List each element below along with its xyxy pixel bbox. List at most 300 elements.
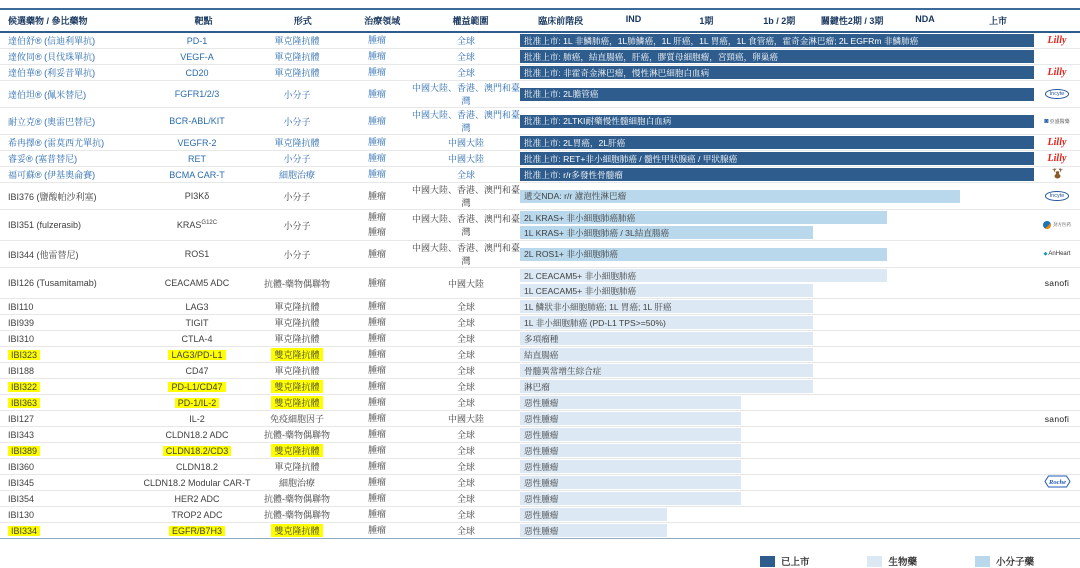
stage-progress-bar <box>520 492 741 505</box>
drug-name-cell <box>0 395 142 410</box>
therapy-area-label: 腫瘤 <box>367 445 386 455</box>
therapy-area-label: 腫瘤 <box>367 429 386 439</box>
stage-gantt-cell <box>520 299 1034 314</box>
stage-progress-bar <box>520 316 813 329</box>
sanofi-logo: sanofi <box>1044 278 1070 288</box>
modality-cell <box>252 210 342 240</box>
rights-scope-cell <box>412 443 520 458</box>
stage-gantt-cell <box>520 183 1034 209</box>
indication-label: 2L ROS1+ 非小細胞肺癌 <box>524 249 618 259</box>
target-cell <box>142 427 252 442</box>
modality-cell <box>252 395 342 410</box>
target-label: TROP2 ADC <box>171 509 223 520</box>
therapy-area-label: 腫瘤 <box>367 137 386 147</box>
modality-cell <box>252 427 342 442</box>
indication-label: 遞交NDA: r/r 濾泡性淋巴瘤 <box>524 191 627 201</box>
modality-label: 小分子 <box>283 116 311 127</box>
therapy-area-label: 腫瘤 <box>367 317 386 327</box>
table-header <box>0 8 1080 33</box>
drug-name-cell <box>0 491 142 506</box>
pipeline-row <box>0 331 1080 347</box>
target-label: LAG3 <box>185 301 209 312</box>
gantt-line <box>520 379 1034 394</box>
indication-label: 結直腸癌 <box>524 349 559 360</box>
indication-label: 1L 非小細胞肺癌 (PD-L1 TPS>=50%) <box>524 317 666 328</box>
header-therapy-area: 治療領域 <box>364 16 401 26</box>
modality-cell <box>252 268 342 298</box>
rights-scope-label: 全球 <box>456 382 475 392</box>
stage-nda: NDA <box>915 14 935 24</box>
stage-progress-bar <box>520 152 1034 165</box>
modality-cell <box>252 135 342 150</box>
drug-name: 睿妥® (塞普替尼) <box>8 154 78 164</box>
partner-logo-cell <box>1034 427 1080 442</box>
legend-swatch-small-molecule <box>975 556 990 567</box>
stage-progress-bar <box>520 444 741 457</box>
drug-name-cell <box>0 241 142 267</box>
gantt-line <box>520 507 1034 522</box>
pipeline-row <box>0 523 1080 538</box>
stage-gantt-cell <box>520 443 1034 458</box>
modality-cell <box>252 491 342 506</box>
therapy-area-label: 腫瘤 <box>367 115 386 126</box>
modality-label: 單克隆抗體 <box>274 52 320 62</box>
stage-gantt-cell <box>520 108 1034 134</box>
gantt-line <box>520 33 1034 48</box>
modality-label: 雙克隆抗體 <box>271 444 322 457</box>
stage-gantt-cell <box>520 523 1034 538</box>
modality-cell <box>252 443 342 458</box>
stage-gantt-cell <box>520 210 1034 240</box>
target-cell <box>142 379 252 394</box>
partner-logo-cell <box>1034 183 1080 209</box>
rights-scope-label: 中國大陸、香港、澳門和臺灣 <box>412 214 521 237</box>
anheart-logo <box>1044 251 1071 257</box>
drug-name-cell <box>0 379 142 394</box>
stage-progress-bar <box>520 226 813 239</box>
stage-gantt-cell <box>520 49 1034 64</box>
rights-scope-label: 全球 <box>456 398 475 408</box>
indication-label: 批准上市: 非霍奇金淋巴瘤，慢性淋巴細胞白血病 <box>524 67 710 78</box>
rights-scope-cell <box>412 411 520 426</box>
target-cell <box>142 507 252 522</box>
indication-label: 1L CEACAM5+ 非小細胞肺癌 <box>524 285 637 296</box>
pipeline-row <box>0 315 1080 331</box>
modality-label: 小分子 <box>283 154 311 164</box>
modality-label: 抗體-藥物偶聯物 <box>264 494 330 504</box>
partner-logo-cell <box>1034 151 1080 166</box>
therapy-area-cell <box>342 167 412 182</box>
stage-progress-bar <box>520 396 741 409</box>
target-label: VEGFR-2 <box>177 137 217 148</box>
partner-logo-cell <box>1034 268 1080 298</box>
rights-scope-cell <box>412 347 520 362</box>
legend-item-marketed <box>760 554 810 568</box>
indication-label: 惡性腫瘤 <box>524 445 559 456</box>
anheart-diamond-icon: ◆ <box>1043 251 1048 257</box>
rights-scope-label: 中國大陸、香港、澳門和臺灣 <box>412 243 521 266</box>
target-cell <box>142 65 252 80</box>
rights-scope-label: 中國大陸 <box>447 154 484 164</box>
target-cell <box>142 475 252 490</box>
target-cell <box>142 315 252 330</box>
partner-logo-cell <box>1034 363 1080 378</box>
partner-logo-cell <box>1034 49 1080 64</box>
therapy-area-label: 腫瘤 <box>367 397 386 407</box>
therapy-area-cell <box>342 65 412 80</box>
therapy-area-cell <box>342 151 412 166</box>
rights-scope-label: 全球 <box>456 52 475 62</box>
target-label: FGFR1/2/3 <box>174 89 220 99</box>
partner-logo-cell <box>1034 33 1080 48</box>
drug-name-cell <box>0 459 142 474</box>
stage-progress-bar <box>520 428 741 441</box>
rights-scope-cell <box>412 183 520 209</box>
therapy-area-cell <box>342 183 412 209</box>
rights-scope-label: 中國大陸 <box>447 414 484 424</box>
gantt-line <box>520 363 1034 378</box>
therapy-area-label: 腫瘤 <box>367 413 386 423</box>
modality-label: 雙克隆抗體 <box>271 396 322 409</box>
partner-logo-cell <box>1034 299 1080 314</box>
therapy-area-cell <box>342 395 412 410</box>
pipeline-row <box>0 459 1080 475</box>
stage-gantt-cell <box>520 151 1034 166</box>
target-cell <box>142 411 252 426</box>
stage-gantt-cell <box>520 331 1034 346</box>
modality-cell <box>252 411 342 426</box>
pipeline-row <box>0 363 1080 379</box>
legend-label-small-molecule: 小分子藥 <box>995 557 1034 568</box>
gantt-line <box>520 299 1034 314</box>
rights-scope-label: 全球 <box>456 68 475 78</box>
pipeline-row <box>0 135 1080 151</box>
indication-label: 惡性腫瘤 <box>524 525 559 536</box>
modality-label: 單克隆抗體 <box>274 462 320 472</box>
rights-scope-cell <box>412 331 520 346</box>
partner-logo-cell <box>1034 65 1080 80</box>
lilly-logo: Lilly <box>1047 153 1067 164</box>
drug-name: IBI127 <box>8 413 35 424</box>
drug-name: 達伯坦® (佩米替尼) <box>8 89 87 100</box>
header-candidate-drug: 候選藥物 / 參比藥物 <box>8 16 88 26</box>
lilly-logo: Lilly <box>1047 67 1067 78</box>
therapy-area-cell <box>342 81 412 107</box>
drug-name: 希冉擇® (雷莫西尤單抗) <box>8 138 105 148</box>
drug-name-cell <box>0 475 142 490</box>
gantt-line <box>520 151 1034 166</box>
stage-gantt-cell <box>520 395 1034 410</box>
ascentage-logo <box>1044 118 1069 125</box>
rights-scope-label: 全球 <box>456 494 475 504</box>
therapy-area-label: 腫瘤 <box>367 461 386 471</box>
rights-scope-cell <box>412 427 520 442</box>
stage-progress-bar <box>520 332 813 345</box>
drug-name: IBI344 (他雷替尼) <box>8 249 79 260</box>
stage-progress-bar <box>520 190 960 203</box>
target-cell <box>142 523 252 538</box>
stage-progress-bar <box>520 136 1034 149</box>
rights-scope-label: 全球 <box>456 350 475 360</box>
pipeline-rows <box>0 33 1080 539</box>
target-label: CD20 <box>185 67 209 78</box>
rights-scope-label: 全球 <box>456 366 475 376</box>
indication-label: 批准上市: 肺癌，結直腸癌，肝癌，膠質母細胞瘤，宮頸癌，卵巢癌 <box>524 51 778 62</box>
therapy-area-cell <box>342 315 412 330</box>
indication-label: 惡性腫瘤 <box>524 493 559 504</box>
rights-scope-label: 全球 <box>456 334 475 344</box>
stage-progress-bar <box>520 364 813 377</box>
rights-scope-label: 全球 <box>456 36 475 46</box>
target-cell <box>142 183 252 209</box>
indication-label: 2L CEACAM5+ 非小細胞肺癌 <box>524 270 637 281</box>
rights-scope-label: 中國大陸、香港、澳門和臺灣 <box>412 83 521 106</box>
stage-ind: IND <box>625 14 642 24</box>
target-cell <box>142 210 252 240</box>
drug-name: IBI363 <box>8 398 40 408</box>
partner-logo-cell <box>1034 475 1080 490</box>
gantt-line <box>520 65 1034 80</box>
drug-name-cell <box>0 299 142 314</box>
target-label: CLDN18.2 ADC <box>165 429 229 440</box>
gantt-line <box>520 411 1034 426</box>
indication-label: 淋巴瘤 <box>524 381 550 392</box>
gantt-line <box>520 459 1034 474</box>
modality-cell <box>252 183 342 209</box>
modality-label: 小分子 <box>283 89 311 100</box>
target-label: ROS1 <box>184 249 210 259</box>
rights-scope-cell <box>412 395 520 410</box>
target-label: LAG3/PD-L1 <box>168 350 225 360</box>
gantt-line <box>520 87 1034 102</box>
target-label: VEGF-A <box>180 51 214 62</box>
iaso-deer-logo <box>1051 167 1064 182</box>
rights-scope-cell <box>412 363 520 378</box>
therapy-area-label: 腫瘤 <box>367 365 386 375</box>
target-label: CTLA-4 <box>181 333 213 344</box>
rights-scope-cell <box>412 210 520 240</box>
partner-logo-cell <box>1034 379 1080 394</box>
drug-name: IBI351 (fulzerasib) <box>8 220 82 230</box>
drug-name-cell <box>0 347 142 362</box>
partner-logo-cell <box>1034 135 1080 150</box>
drug-name-cell <box>0 108 142 134</box>
therapy-area-label: 腫瘤 <box>367 35 386 45</box>
therapy-area-cell <box>342 507 412 522</box>
stage-progress-bar <box>520 211 887 224</box>
partner-logo-cell <box>1034 347 1080 362</box>
ascentage-icon: ◙ <box>1044 117 1049 125</box>
therapy-area-label: 腫瘤 <box>367 248 386 259</box>
partner-logo-cell <box>1034 459 1080 474</box>
drug-name-cell <box>0 183 142 209</box>
modality-cell <box>252 299 342 314</box>
indication-label: 惡性腫瘤 <box>524 509 559 520</box>
rights-scope-label: 全球 <box>456 318 475 328</box>
stage-progress-bar <box>520 348 813 361</box>
modality-cell <box>252 108 342 134</box>
therapy-area-label: 腫瘤 <box>367 227 386 237</box>
rights-scope-cell <box>412 475 520 490</box>
rights-scope-cell <box>412 315 520 330</box>
therapy-area-cell <box>342 135 412 150</box>
drug-name-cell <box>0 411 142 426</box>
modality-cell <box>252 167 342 182</box>
drug-name-cell <box>0 363 142 378</box>
stage-gantt-cell <box>520 347 1034 362</box>
pipeline-row <box>0 491 1080 507</box>
stage-gantt-cell <box>520 363 1034 378</box>
partner-logo-cell <box>1034 411 1080 426</box>
indication-label: 批准上市: 2L膽管癌 <box>524 89 599 99</box>
pipeline-row <box>0 411 1080 427</box>
lilly-logo: Lilly <box>1047 35 1067 46</box>
modality-cell <box>252 363 342 378</box>
modality-label: 免疫細胞因子 <box>269 414 324 424</box>
therapy-area-label: 腫瘤 <box>367 381 386 391</box>
target-cell <box>142 363 252 378</box>
stage-progress-bar <box>520 284 813 297</box>
indication-label: 批准上市: 2L胃癌，2L肝癌 <box>524 137 626 148</box>
pipeline-row <box>0 65 1080 81</box>
stage-gantt-cell <box>520 167 1034 182</box>
drug-name: 耐立克® (奧雷巴替尼) <box>8 116 96 127</box>
partner-logo-cell <box>1034 108 1080 134</box>
target-label: EGFR/B7H3 <box>169 526 225 536</box>
header-rights-scope: 權益範圍 <box>452 16 489 26</box>
indication-label: 惡性腫瘤 <box>524 397 559 408</box>
legend <box>0 554 1080 568</box>
target-cell <box>142 241 252 267</box>
lilly-logo: Lilly <box>1047 137 1067 148</box>
rights-scope-label: 全球 <box>456 478 475 488</box>
modality-label: 單克隆抗體 <box>274 36 320 46</box>
drug-name-cell <box>0 315 142 330</box>
therapy-area-label: 腫瘤 <box>367 477 386 487</box>
stage-gantt-cell <box>520 33 1034 48</box>
therapy-area-cell <box>342 379 412 394</box>
drug-name: IBI360 <box>8 461 35 472</box>
drug-name: IBI322 <box>8 382 40 392</box>
drug-name: IBI310 <box>8 333 35 344</box>
target-label: RET <box>188 153 206 164</box>
partner-logo-cell <box>1034 81 1080 107</box>
stage-progress-bar <box>520 88 1034 101</box>
target-cell <box>142 167 252 182</box>
stage-progress-bar <box>520 476 741 489</box>
therapy-area-cell <box>342 108 412 134</box>
target-label: BCR-ABL/KIT <box>169 116 225 126</box>
indication-label: 批准上市: 1L 非鱗肺癌，1L肺鱗癌，1L 肝癌，1L 胃癌，1L 食管癌，霍奇金淋巴瘤; 2L EGFRm 非鱗肺癌 <box>524 35 919 46</box>
modality-cell <box>252 379 342 394</box>
drug-name: IBI354 <box>8 493 35 504</box>
target-label: IL-2 <box>189 413 205 424</box>
pipeline-row <box>0 167 1080 183</box>
indication-label: 惡性腫瘤 <box>524 413 559 424</box>
modality-label: 小分子 <box>283 249 311 260</box>
modality-label: 雙克隆抗體 <box>271 380 322 393</box>
target-cell <box>142 33 252 48</box>
drug-name: 達伯華® (利妥昔單抗) <box>8 68 96 78</box>
drug-name-cell <box>0 210 142 240</box>
therapy-area-label: 腫瘤 <box>367 51 386 61</box>
therapy-area-label: 腫瘤 <box>367 333 386 343</box>
modality-cell <box>252 65 342 80</box>
pipeline-row <box>0 108 1080 135</box>
target-cell <box>142 443 252 458</box>
therapy-area-label: 腫瘤 <box>367 301 386 311</box>
target-label: BCMA CAR-T <box>169 169 225 180</box>
gantt-line <box>520 523 1034 538</box>
target-label: CLDN18.2/CD3 <box>163 446 232 456</box>
therapy-area-label: 腫瘤 <box>367 169 386 179</box>
rights-scope-cell <box>412 268 520 298</box>
pipeline-row <box>0 151 1080 167</box>
gantt-line <box>520 268 1034 283</box>
legend-label-biologic: 生物藥 <box>888 557 917 568</box>
therapy-area-cell <box>342 241 412 267</box>
pipeline-row <box>0 443 1080 459</box>
rights-scope-label: 全球 <box>456 170 475 180</box>
gantt-line <box>520 331 1034 346</box>
partner-logo-cell <box>1034 241 1080 267</box>
drug-name: IBI345 <box>8 477 35 488</box>
drug-name: IBI389 <box>8 446 40 456</box>
genfleet-logo <box>1043 221 1071 229</box>
sanofi-logo: sanofi <box>1044 413 1070 424</box>
rights-scope-label: 全球 <box>456 510 475 520</box>
therapy-area-cell <box>342 49 412 64</box>
stage-gantt-cell <box>520 315 1034 330</box>
indication-label: 惡性腫瘤 <box>524 461 559 472</box>
therapy-area-cell <box>342 523 412 538</box>
header-target: 靶點 <box>194 16 213 26</box>
stage-progress-bar <box>520 248 887 261</box>
drug-name: IBI126 (Tusamitamab) <box>8 278 97 288</box>
modality-cell <box>252 315 342 330</box>
target-label: CLDN18.2 <box>175 461 219 472</box>
drug-name-cell <box>0 331 142 346</box>
partner-logo-cell <box>1034 331 1080 346</box>
gantt-line <box>520 395 1034 410</box>
pipeline-row <box>0 427 1080 443</box>
therapy-area-cell <box>342 459 412 474</box>
gantt-line <box>520 49 1034 64</box>
modality-cell <box>252 459 342 474</box>
rights-scope-cell <box>412 241 520 267</box>
stage-gantt-cell <box>520 268 1034 298</box>
target-cell <box>142 331 252 346</box>
target-cell <box>142 108 252 134</box>
target-superscript: G12C <box>201 220 218 226</box>
partner-logo-cell <box>1034 491 1080 506</box>
target-cell <box>142 459 252 474</box>
indication-label: 多項瘤種 <box>524 333 559 344</box>
rights-scope-cell <box>412 33 520 48</box>
modality-label: 單克隆抗體 <box>274 302 320 312</box>
modality-cell <box>252 151 342 166</box>
modality-cell <box>252 523 342 538</box>
pipeline-row <box>0 379 1080 395</box>
ascentage-logo-text: 亞盛醫藥 <box>1049 118 1070 125</box>
therapy-area-cell <box>342 427 412 442</box>
modality-cell <box>252 331 342 346</box>
rights-scope-cell <box>412 65 520 80</box>
pipeline-row <box>0 347 1080 363</box>
drug-name-cell <box>0 33 142 48</box>
stage-progress-bar <box>520 168 1034 181</box>
rights-scope-label: 全球 <box>456 462 475 472</box>
